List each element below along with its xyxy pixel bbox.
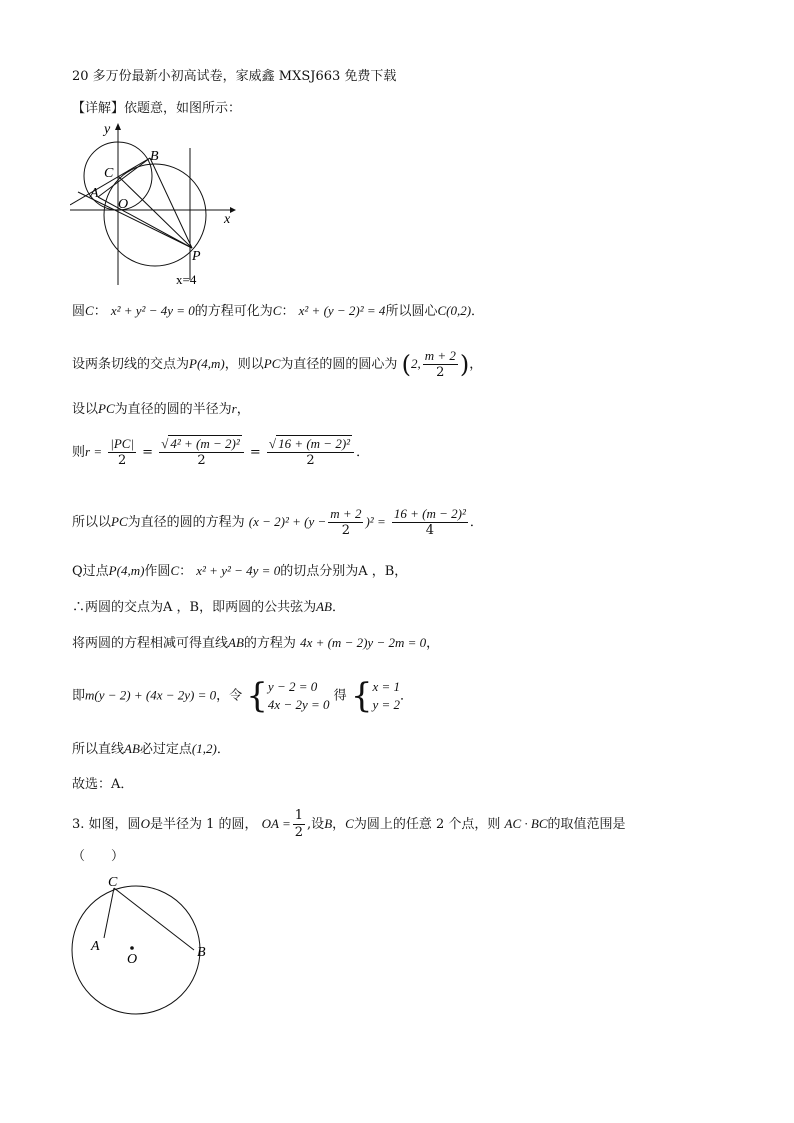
fraction-numerator: 1 <box>294 808 304 823</box>
math-fragment: (1,2) <box>191 741 217 756</box>
math-fragment: P(4,m) <box>108 563 145 578</box>
line-circle-pc-equation <box>72 506 483 539</box>
math-fragment: 4x + (m − 2)y − 2m = 0 <box>300 635 427 650</box>
text-fragment: 的取值范围是 <box>547 817 626 832</box>
text-fragment: ∴两圆的交点为A ，B，即两圆的公共弦为 <box>72 600 317 615</box>
math-fragment: O <box>140 816 150 831</box>
text-fragment: 所以直线 <box>72 742 125 757</box>
fig1-label-y: y <box>104 122 111 137</box>
math-fragment: AB <box>316 599 332 614</box>
math-fragment: x² + (y − 2)² = 4 <box>298 303 386 318</box>
line-answer: 故选：A． <box>72 777 134 792</box>
text-fragment: 如图，圆 <box>88 817 141 832</box>
solution-intro <box>72 100 241 118</box>
figure-tangent-circles <box>70 120 240 290</box>
fraction-denominator: 2 <box>197 453 206 468</box>
text-fragment: 圆 <box>72 304 86 319</box>
text-fragment: ： <box>179 564 193 579</box>
text-fragment: ． <box>356 445 370 460</box>
question-number: 3. <box>72 817 85 832</box>
question-3-paren: （ ） <box>72 849 125 864</box>
fraction-numerator: |PC| <box>110 436 135 451</box>
fig2-label-c: C <box>108 875 118 890</box>
line-fixed-point <box>72 740 230 759</box>
math-fragment: PC <box>263 356 281 371</box>
text-fragment: ． <box>471 304 485 319</box>
math-fragment: AB <box>228 635 244 650</box>
figure-circle-o <box>66 874 216 1016</box>
math-fragment: r <box>231 401 237 416</box>
text-fragment: 是半径为 1 的圆， <box>149 817 258 832</box>
math-fragment: m(y − 2) + (4x − 2y) = 0 <box>85 687 217 703</box>
text-fragment: = <box>142 445 154 460</box>
text-fragment: 得 <box>333 688 347 704</box>
text-fragment: ． <box>469 515 483 530</box>
fig2-label-b: B <box>197 945 206 960</box>
fraction-denominator: 2 <box>117 453 127 468</box>
text-fragment: 所以以 <box>72 515 112 530</box>
text-fragment: ： <box>93 304 107 319</box>
question-3 <box>72 808 626 841</box>
solution-intro-text: 依题意，如图所示： <box>124 101 242 116</box>
line-circle-equation <box>72 302 484 321</box>
math-fragment: r = <box>85 444 103 459</box>
fig2-label-o: O <box>127 952 138 967</box>
text-fragment: 作圆 <box>144 564 171 579</box>
system-row: x = 1 <box>372 679 400 694</box>
text-fragment: ，则以 <box>224 357 264 372</box>
line-ab-equation <box>72 634 439 653</box>
line-tangent-points <box>72 562 407 581</box>
text-fragment: 为直径的圆的圆心为 <box>280 357 398 372</box>
fig1-label-a: A <box>90 186 99 201</box>
fig1-label-p: P <box>192 249 201 264</box>
fraction-denominator: 2 <box>294 825 304 840</box>
fraction-numerator: m + 2 <box>424 348 456 363</box>
fig1-label-b: B <box>150 149 159 164</box>
fraction-numerator: m + 2 <box>330 506 362 521</box>
math-fragment: x² + y² − 4y = 0 <box>110 303 195 318</box>
fig1-label-c: C <box>104 166 114 181</box>
math-fragment: AB <box>124 741 140 756</box>
line-intersection-point: 设两条切线的交点为P(4,m)，则以PC为直径的圆的圆心为 (2, $\frac{m + 2}{2}$ )， <box>72 348 483 380</box>
math-fragment: P(4,m) <box>189 356 225 371</box>
fraction-numerator: 4² + (m − 2)² <box>170 436 240 451</box>
text-fragment: 设以 <box>72 402 99 417</box>
text-fragment: ． <box>400 688 414 704</box>
text-fragment: ， <box>426 636 440 651</box>
text-fragment: ,设 <box>307 817 325 832</box>
text-fragment: 为直径的圆的方程为 <box>127 515 245 530</box>
math-fragment: AC · BC <box>504 816 548 831</box>
fraction-denominator: 2 <box>306 453 315 468</box>
math-fragment: 2, <box>410 356 421 371</box>
math-fragment: (x − 2)² + (y − <box>248 514 327 529</box>
text-fragment: 将两圆的方程相减可得直线 <box>72 636 229 651</box>
fig1-label-line: x=4 <box>176 272 197 287</box>
math-fragment: x² + y² − 4y = 0 <box>196 563 281 578</box>
system-row: y = 2 <box>372 697 400 712</box>
fraction-denominator: 2 <box>341 523 351 538</box>
text-fragment: 必过定点 <box>139 742 192 757</box>
text-fragment: ， <box>236 402 250 417</box>
text-fragment: 所以圆心 <box>385 304 438 319</box>
fraction-denominator: 4 <box>425 523 434 538</box>
line-system: 即m(y − 2) + (4x − 2y) = 0，令 { y − 2 = 0 4x − 2y = 0 得 { x = 1 y = 2 ． <box>72 676 414 716</box>
text-fragment: 为直径的圆的半径为 <box>114 402 232 417</box>
math-fragment: OA = <box>261 816 291 831</box>
math-fragment: C <box>345 816 354 831</box>
text-fragment: 的切点分别为A ，B， <box>280 564 408 579</box>
text-fragment: 设两条切线的交点为 <box>72 357 190 372</box>
fig2-label-a: A <box>91 939 100 954</box>
text-fragment: 的方程可化为 <box>194 304 273 319</box>
text-fragment: ， <box>332 817 346 832</box>
text-fragment: 则 <box>72 445 86 460</box>
text-fragment: 即 <box>72 688 86 704</box>
text-fragment: 的方程为 <box>243 636 296 651</box>
math-fragment: C <box>272 303 282 318</box>
text-fragment: 为圆上的任意 2 个点，则 <box>353 817 501 832</box>
text-fragment: ： <box>281 304 295 319</box>
fraction-numerator: 16 + (m − 2)² <box>393 506 466 521</box>
text-fragment: = <box>249 445 261 460</box>
system-row: y − 2 = 0 <box>267 679 318 694</box>
line-radius-value: 则r = $\frac{|PC|}{2}$ = $\frac{\text{√ 4² + (m − 2)²}}{2}$ = $\frac{\text{√ 16 + (m − 2)²}}{2}$ ． <box>72 436 370 468</box>
math-fragment: PC <box>98 401 115 416</box>
line-common-chord <box>72 598 345 617</box>
fig1-label-o: O <box>118 197 129 212</box>
text-fragment: ，令 <box>216 688 243 704</box>
math-fragment: C(0,2) <box>437 303 472 318</box>
fig1-label-x: x <box>224 212 231 227</box>
math-fragment: C <box>85 303 94 318</box>
math-fragment: )² = <box>365 514 386 529</box>
fraction-numerator: 16 + (m − 2)² <box>278 436 351 451</box>
line-radius-def <box>72 400 250 419</box>
math-fragment: C <box>170 563 180 578</box>
solution-tag: 【详解】 <box>72 101 125 116</box>
text-fragment: ， <box>469 357 483 372</box>
header-ad: 20 多万份最新小初高试卷，家威鑫 MXSJ663 免费下载 <box>72 69 397 84</box>
system-row: 4x − 2y = 0 <box>267 697 330 712</box>
text-fragment: Q过点 <box>72 564 109 579</box>
text-fragment: ． <box>216 742 230 757</box>
math-fragment: B <box>324 816 333 831</box>
fraction-denominator: 2 <box>436 365 445 380</box>
math-fragment: PC <box>111 514 128 529</box>
text-fragment: ． <box>331 600 345 615</box>
